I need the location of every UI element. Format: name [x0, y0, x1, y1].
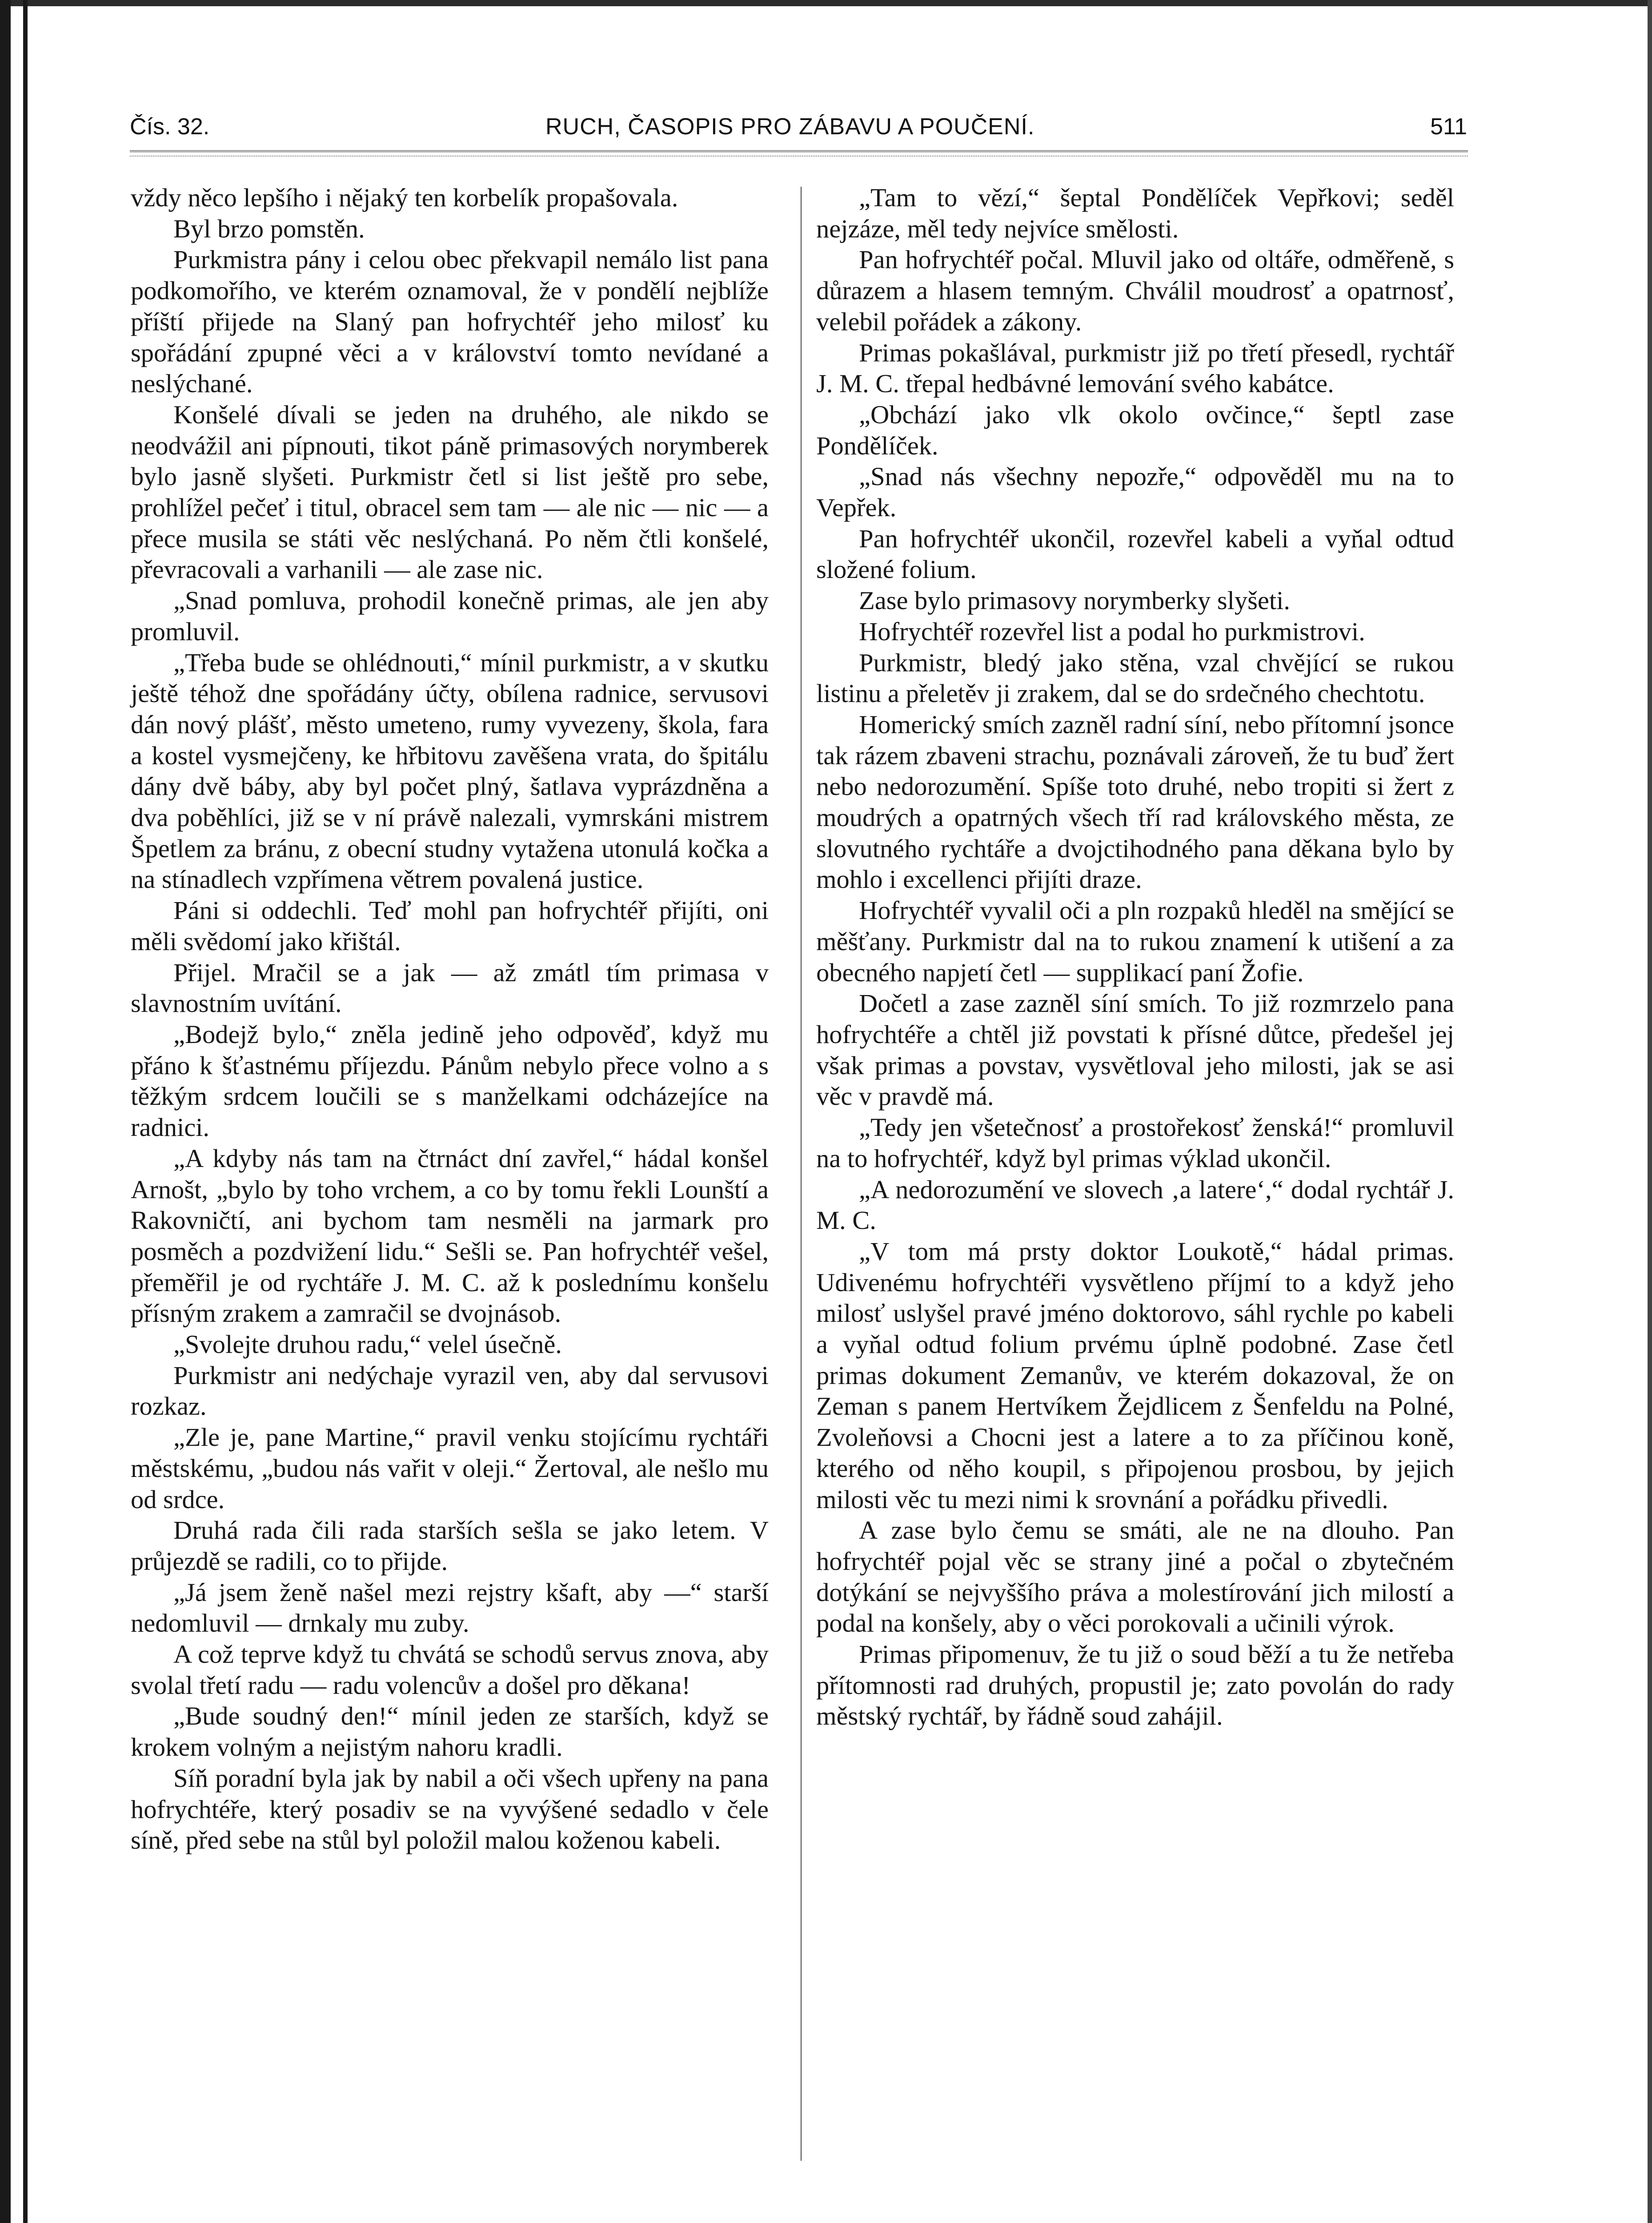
paragraph: Hofrychtéř vyvalil oči a pln rozpaků hleděl na smějící se měšťany. Purkmistr dal na to rukou znamení k utišení a za obecného napjetí četl — supplikací paní Žofie. [816, 896, 1454, 987]
column-divider [801, 187, 802, 2161]
journal-title: RUCH, ČASOPIS PRO ZÁBAVU A POUČENÍ. [545, 114, 1035, 140]
issue-number: Čís. 32. [130, 114, 210, 140]
paragraph: vždy něco lepšího i nějaký ten korbelík propašovala. [131, 183, 678, 212]
scan-edge-left-line [23, 0, 28, 2223]
paragraph: „A nedorozumění ve slovech ‚a latere‘,“ dodal rychtář J. M. C. [816, 1175, 1454, 1235]
text-column-right [816, 182, 1454, 1732]
paragraph: Byl brzo pomstěn. [173, 214, 365, 243]
paragraph: Konšelé dívali se jeden na druhého, ale nikdo se neodvážil ani pípnouti, tikot páně primasových norymberek bylo jasně slyšeti. Purkmistr četl si list ještě pro sebe, prohlížel pečeť i titul, obracel sem tam — ale nic — nic — a přece musila se státi věc neslýchaná. Po něm čtli konšelé, převracovali a varhanili — ale zase nic. [131, 400, 769, 584]
text-column-left [131, 182, 769, 1856]
scan-edge-left [0, 0, 11, 2223]
paragraph: Zase bylo primasovy norymberky slyšeti. [859, 586, 1290, 615]
running-header [130, 113, 1467, 153]
paragraph: A zase bylo čemu se smáti, ale ne na dlouho. Pan hofrychtéř pojal věc se strany jiné a počal o zbytečném dotýkání se nejvyššího práva a molestírování jich milostí a podal na konšely, aby o věci porokovali a učinili výrok. [816, 1516, 1454, 1638]
paragraph: „Bodejž bylo,“ zněla jedině jeho odpověď, když mu přáno k šťastnému příjezdu. Pánům nebylo přece volno a s těžkým srdcem loučili se s manželkami odcházejíce na radnici. [131, 1019, 769, 1142]
paragraph: „V tom má prsty doktor Loukotě,“ hádal primas. Udivenému hofrychtéři vysvětleno příjmí to a když jeho milosť uslyšel pravé jméno doktorovo, sáhl rychle po kabeli a vyňal odtud folium prvému úplně podobné. Zase četl primas dokument Zemanův, ve kterém dokazoval, že on Zeman s panem Hertvíkem Žejdlicem z Šenfeldu na Polné, Zvoleňovsi a Chocni jest a latere a to za příčinou koně, kterého od něho koupil, s připojenou prosbou, by jejich milosti věc tu mezi nimi k srovnání a pořádku přivedli. [816, 1236, 1454, 1514]
paragraph: Hofrychtéř rozevřel list a podal ho purkmistrovi. [859, 617, 1365, 646]
paragraph: Pan hofrychtéř počal. Mluvil jako od oltáře, odměřeně, s důrazem a hlasem temným. Chválil moudrosť a opatrnosť, velebil pořádek a zákony. [816, 245, 1454, 336]
paragraph: „Tam to vězí,“ šeptal Pondělíček Vepřkovi; seděl nejzáze, měl tedy nejvíce smělosti. [816, 183, 1454, 243]
paragraph: Dočetl a zase zazněl síní smích. To již rozmrzelo pana hofrychtéře a chtěl již povstati k přísné důtce, předešel jej však primas a povstav, vysvětloval jeho milosti, jak se asi věc v pravdě má. [816, 989, 1454, 1111]
paragraph: Přijel. Mračil se a jak — až zmátl tím primasa v slavnostním uvítání. [131, 958, 769, 1018]
paragraph: Purkmistr, bledý jako stěna, vzal chvějící se rukou listinu a přeletěv ji zrakem, dal se do srdečného chechtotu. [816, 648, 1454, 708]
paragraph: „Snad pomluva, prohodil konečně primas, ale jen aby promluvil. [131, 586, 769, 646]
paragraph: Páni si oddechli. Teď mohl pan hofrychtéř přijíti, oni měli svědomí jako křištál. [131, 896, 769, 956]
paragraph: Purkmistr ani nedýchaje vyrazil ven, aby dal servusovi rozkaz. [131, 1360, 769, 1421]
page-number: 511 [1430, 114, 1467, 140]
paragraph: „Já jsem ženě našel mezi rejstry kšaft, aby —“ starší nedomluvil — drnkaly mu zuby. [131, 1577, 769, 1638]
paragraph: „Snad nás všechny nepozře,“ odpověděl mu na to Vepřek. [816, 462, 1454, 522]
paragraph: Druhá rada čili rada starších sešla se jako letem. V průjezdě se radili, co to přijde. [131, 1516, 769, 1576]
header-rule [130, 150, 1468, 152]
paragraph: Homerický smích zazněl radní síní, nebo přítomní jsonce tak rázem zbaveni strachu, poznávali zároveň, že tu buď žert nebo nedorozumění. Spíše toto druhé, nebo tropiti si žert z moudrých a opatrných všech tří rad královského města, ze slovutného rychtáře a dvojctihodného pana děkana bylo by mohlo i excellenci přijíti draze. [816, 710, 1454, 894]
paragraph: Purkmistra pány i celou obec překvapil nemálo list pana podkomořího, ve kterém oznamoval, že v pondělí nejblíže příští přijede na Slaný pan hofrychtéř jeho milosť ku spořádání zpupné věci a v království tomto nevídané a neslýchané. [131, 245, 769, 398]
paragraph: „Bude soudný den!“ mínil jeden ze starších, když se krokem volným a nejistým nahoru kradli. [131, 1701, 769, 1762]
paragraph: A což teprve když tu chvátá se schodů servus znova, aby svolal třetí radu — radu volencův a došel pro děkana! [131, 1640, 769, 1700]
paragraph: „A kdyby nás tam na čtrnáct dní zavřel,“ hádal konšel Arnošt, „bylo by toho vrchem, a co by tomu řekli Lounští a Rakovničtí, ani bychom tam nesměli na jarmark pro posměch a pozdvižení lidu.“ Sešli se. Pan hofrychtéř vešel, přeměřil je od rychtáře J. M. C. až k poslednímu konšelu přísným zrakem a zamračil se dvojnásob. [131, 1144, 769, 1328]
paragraph: Pan hofrychtéř ukončil, rozevřel kabeli a vyňal odtud složené folium. [816, 524, 1454, 584]
paragraph: Síň poradní byla jak by nabil a oči všech upřeny na pana hofrychtéře, který posadiv se na vyvýšené sedadlo v čele síně, před sebe na stůl byl položil malou koženou kabeli. [131, 1763, 769, 1855]
paragraph: „Svolejte druhou radu,“ velel úsečně. [173, 1330, 562, 1359]
paragraph: „Tedy jen všetečnosť a prostořekosť ženská!“ promluvil na to hofrychtéř, když byl primas výklad ukončil. [816, 1113, 1454, 1173]
paragraph: Primas připomenuv, že tu již o soud běží a tu že netřeba přítomnosti rad druhých, propustil je; zato povolán do rady městský rychtář, by řádně soud zahájil. [816, 1640, 1454, 1731]
scan-edge-top [0, 0, 1652, 6]
scan-edge-right [1648, 0, 1652, 2223]
paragraph: Primas pokašlával, purkmistr již po třetí přesedl, rychtář J. M. C. třepal hedbávné lemování svého kabátce. [816, 338, 1454, 398]
paragraph: „Třeba bude se ohlédnouti,“ mínil purkmistr, a v skutku ještě téhož dne spořádány účty, obílena radnice, servusovi dán nový plášť, město umeteno, rumy vyvezeny, škola, fara a kostel vysmejčeny, ke hřbitovu zavěšena vrata, do špitálu dány dvě báby, aby byl počet plný, šatlava vyprázdněna a dva poběhlíci, již se v ní právě nalezali, vymrskáni mistrem Špetlem za bránu, z obecní studny vytažena utonulá kočka a na stínadlech vzpřímena větrem povalená justice. [131, 648, 769, 894]
paragraph: „Zle je, pane Martine,“ pravil venku stojícímu rychtáři městskému, „budou nás vařit v oleji.“ Žertoval, ale nešlo mu od srdce. [131, 1423, 769, 1514]
paragraph: „Obchází jako vlk okolo ovčince,“ šeptl zase Pondělíček. [816, 400, 1454, 460]
